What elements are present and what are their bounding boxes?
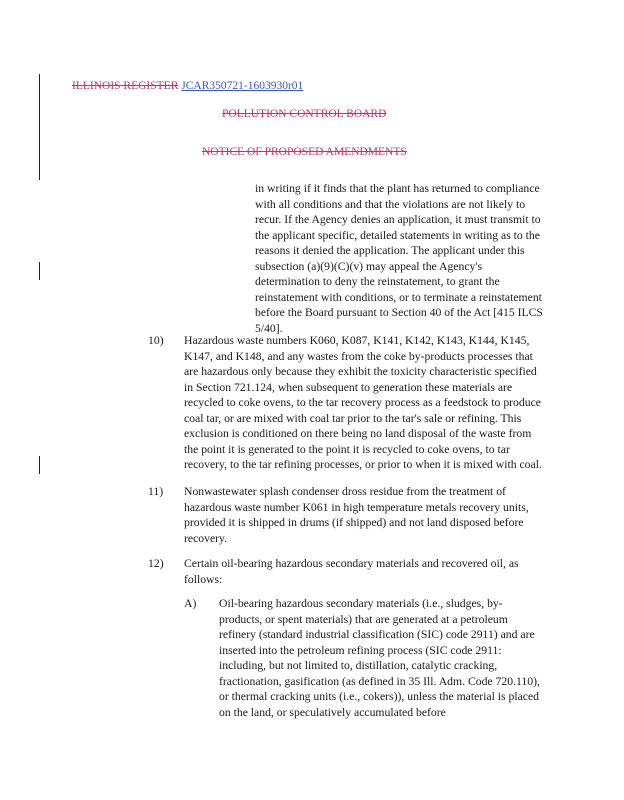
revision-bar-agency <box>39 262 40 280</box>
notice-header: NOTICE OF PROPOSED AMENDMENTS <box>202 146 407 158</box>
revision-bar-tar <box>39 456 40 474</box>
subitem-text-a: Oil-bearing hazardous secondary materials (i.e., sludges, by-products, or spent materials) that are generated at a petroleum refinery (standard industrial classification (SIC) code 2911) and are inserted into the petroleum refining process (SIC code 2911: including, but not limited to, distillation, catalytic cracking, fractionation, gasification (as defined in 35 Ill. Adm. Code 720.110), or thermal cracking units (i.e., cokers)), unless the material is placed on the land, or speculatively accumulated before <box>219 597 540 719</box>
revision-bar-header <box>39 74 40 180</box>
item-text-10: Hazardous waste numbers K060, K087, K141, K142, K143, K144, K145, K147, and K148, and any wastes from the coke by-products processes that are hazardous only because they exhibit the toxicity characteristic specified in Section 721.124, when subsequent to generation these materials are recycled to coke ovens, to the tar recovery process as a feedstock to produce coal tar, or are mixed with coal tar prior to the tar's sale or refining. This exclusion is conditioned on there being no land disposal of the waste from the point it is generated to the point it is recycled to coke ovens, to tar recovery, to the tar refining processes, or prior to when it is mixed with coal. <box>184 334 542 471</box>
register-deleted-text: ILLINOIS REGISTER <box>72 80 179 92</box>
item-text-12: Certain oil-bearing hazardous secondary materials and recovered oil, as follows: <box>184 557 519 586</box>
continuation-paragraph: in writing if it finds that the plant has returned to compliance with all conditions and that the violations are not likely to recur. If the Agency denies an application, it must transmit to the applicant specific, detailed statements in writing as to the reasons it denied the application. The applicant under this subsection (a)(9)(C)(v) may appeal the Agency's determination to deny the reinstatement, to grant the reinstatement with conditions, or to terminate a reinstatement before the Board pursuant to Section 40 of the Act [415 ILCS 5/40]. <box>255 182 543 335</box>
board-header: POLLUTION CONTROL BOARD <box>222 108 387 120</box>
item-number-10: 10) <box>148 334 164 347</box>
item-number-12: 12) <box>148 557 164 570</box>
subitem-letter-a: A) <box>184 597 197 610</box>
item-number-11: 11) <box>148 485 164 498</box>
register-header <box>72 80 303 92</box>
register-inserted-text: JCAR350721-1603930r01 <box>181 80 304 92</box>
item-text-11: Nonwastewater splash condenser dross residue from the treatment of hazardous waste number K061 in high temperature metals recovery units, provided it is shipped in drums (if shipped) and not land disposed before recovery. <box>184 485 529 545</box>
